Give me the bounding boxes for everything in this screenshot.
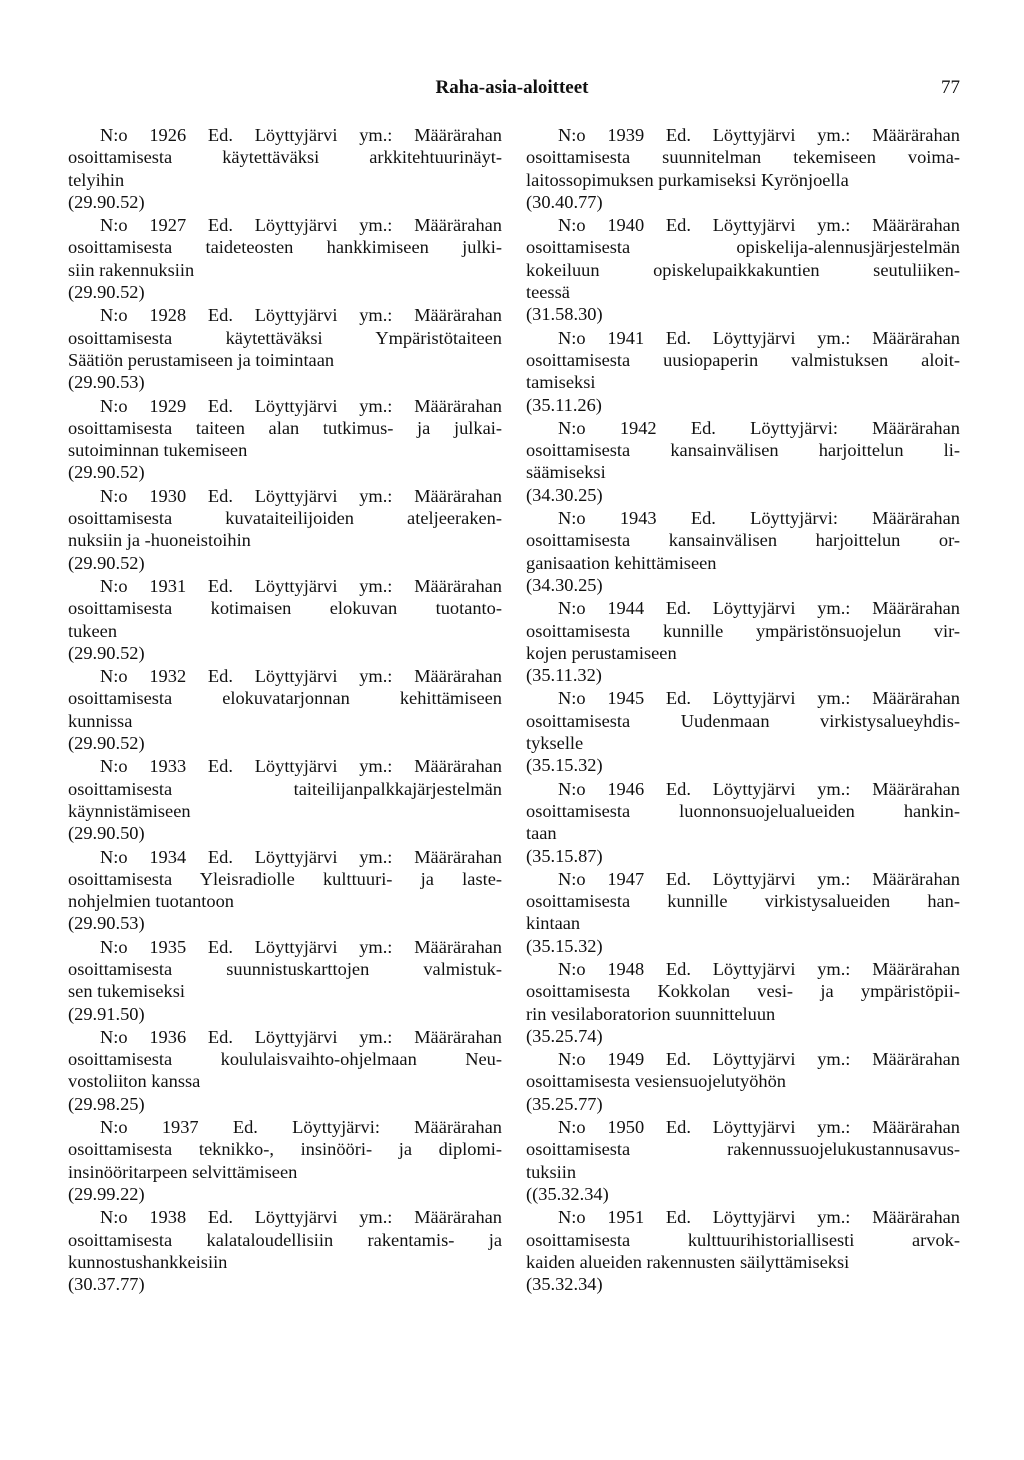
entry-line: N:o 1941 Ed. Löyttyjärvi ym.: Määrärahan — [558, 327, 960, 348]
entry-reference: (35.25.77) — [526, 1093, 603, 1114]
entry-line: osoittamisesta suunnistuskarttojen valmistuk- — [68, 958, 502, 979]
entry-reference: (30.40.77) — [526, 191, 603, 212]
entry-reference: (29.90.52) — [68, 462, 145, 483]
entry-reference: ((35.32.34) — [526, 1183, 609, 1204]
entry-line: osoittamisesta kansainvälisen harjoittelun li- — [526, 440, 960, 461]
entry-line: N:o 1939 Ed. Löyttyjärvi ym.: Määrärahan — [558, 125, 960, 145]
entry-reference: (29.90.52) — [68, 552, 145, 573]
entry-line: tykselle — [526, 733, 584, 754]
entry-line: nuksiin ja -huoneistoihin — [68, 530, 251, 551]
entry-line: N:o 1937 Ed. Löyttyjärvi: Määrärahan — [100, 1117, 502, 1138]
entry-line: osoittamisesta suunnitelman tekemiseen voima- — [526, 147, 960, 168]
motion-entry — [526, 1048, 960, 1115]
motion-entry — [526, 687, 960, 776]
entry-reference: (35.25.74) — [526, 1025, 603, 1046]
entry-reference: (29.90.52) — [68, 282, 145, 303]
entry-line: N:o 1931 Ed. Löyttyjärvi ym.: Määrärahan — [100, 575, 502, 596]
motion-entry — [526, 507, 960, 596]
entry-line: sen tukemiseksi — [68, 981, 185, 1002]
entry-line: teessä — [526, 282, 570, 303]
entry-line: N:o 1947 Ed. Löyttyjärvi ym.: Määrärahan — [558, 868, 960, 889]
entry-reference: (29.98.25) — [68, 1093, 145, 1114]
entry-line: kokeiluun opiskelupaikkakuntien seutuliiken- — [526, 259, 960, 280]
motion-entry — [526, 1206, 960, 1295]
page-number: 77 — [941, 77, 960, 98]
page-header — [0, 74, 1024, 102]
entry-line: osoittamisesta taideteosten hankkimiseen julki- — [68, 237, 502, 258]
entry-line: osoittamisesta Yleisradiolle kulttuuri- ja laste- — [68, 868, 502, 889]
entry-line: N:o 1935 Ed. Löyttyjärvi ym.: Määrärahan — [100, 936, 502, 957]
entry-line: osoittamisesta kunnille virkistysalueiden han- — [526, 891, 960, 912]
entry-line: osoittamisesta kuvataiteilijoiden ateljeeraken- — [68, 508, 502, 529]
motion-entry — [526, 214, 960, 325]
entry-line: kojen perustamiseen — [526, 642, 677, 663]
entry-line: kaiden alueiden rakennusten säilyttämiseksi — [526, 1251, 850, 1272]
motion-entry — [68, 846, 502, 935]
entry-line: käynnistämiseen — [68, 800, 191, 821]
entry-line: osoittamisesta luonnonsuojelualueiden hankin- — [526, 800, 960, 821]
entry-reference: (34.30.25) — [526, 574, 603, 595]
motion-entry — [68, 485, 502, 574]
entry-reference: (29.99.22) — [68, 1183, 145, 1204]
entry-line: N:o 1945 Ed. Löyttyjärvi ym.: Määrärahan — [558, 688, 960, 709]
motion-entry — [526, 597, 960, 686]
entry-reference: (35.15.87) — [526, 845, 603, 866]
motion-entry — [68, 936, 502, 1025]
running-title: Raha-asia-aloitteet — [435, 77, 589, 98]
entry-line: tamiseksi — [526, 372, 596, 393]
entry-line: N:o 1932 Ed. Löyttyjärvi ym.: Määrärahan — [100, 666, 502, 687]
motion-entry — [526, 958, 960, 1047]
entry-line: osoittamisesta kotimaisen elokuvan tuotanto- — [68, 598, 502, 619]
entry-reference: (34.30.25) — [526, 484, 603, 505]
entry-line: N:o 1943 Ed. Löyttyjärvi: Määrärahan — [558, 508, 960, 529]
entry-line: tukeen — [68, 620, 118, 641]
motion-entry — [68, 665, 502, 754]
motion-entry — [68, 395, 502, 484]
entry-line: N:o 1933 Ed. Löyttyjärvi ym.: Määrärahan — [100, 756, 502, 777]
entry-line: osoittamisesta käytettäväksi arkkitehtuurinäyt- — [68, 147, 502, 168]
motion-entry — [526, 868, 960, 957]
entry-reference: (29.90.52) — [68, 191, 145, 212]
entry-line: vostoliiton kanssa — [68, 1071, 201, 1092]
entry-line: N:o 1929 Ed. Löyttyjärvi ym.: Määrärahan — [100, 395, 502, 416]
entry-line: N:o 1948 Ed. Löyttyjärvi ym.: Määrärahan — [558, 958, 960, 979]
entry-line: osoittamisesta opiskelija-alennusjärjestelmän — [526, 237, 960, 258]
motion-entry — [68, 304, 502, 393]
entry-line: nohjelmien tuotantoon — [68, 891, 235, 912]
motion-entry — [526, 124, 960, 213]
entry-reference: (29.91.50) — [68, 1003, 145, 1024]
entry-reference: (35.11.32) — [526, 665, 602, 686]
entry-line: tuksiin — [526, 1161, 577, 1182]
entry-line: säämiseksi — [526, 462, 606, 483]
right-column — [526, 124, 960, 1296]
motion-entry — [526, 327, 960, 416]
entry-line: N:o 1942 Ed. Löyttyjärvi: Määrärahan — [558, 417, 960, 438]
motion-entry — [68, 755, 502, 844]
entry-reference: (29.90.52) — [68, 733, 145, 754]
entry-reference: (29.90.53) — [68, 372, 145, 393]
entry-reference: (35.15.32) — [526, 755, 603, 776]
motion-entry — [526, 417, 960, 506]
motion-entry — [68, 214, 502, 303]
motion-entry — [526, 1116, 960, 1205]
entry-reference: (30.37.77) — [68, 1274, 145, 1295]
entry-line: osoittamisesta rakennussuojelukustannusavus- — [526, 1139, 960, 1160]
entry-line: osoittamisesta vesiensuojelutyöhön — [526, 1071, 786, 1092]
entry-line: ganisaation kehittämiseen — [526, 552, 717, 573]
entry-line: N:o 1934 Ed. Löyttyjärvi ym.: Määrärahan — [100, 846, 502, 867]
entry-line: osoittamisesta kalataloudellisiin rakentamis- ja — [68, 1229, 502, 1250]
motion-entry — [68, 575, 502, 664]
entry-line: kunnissa — [68, 710, 133, 731]
entry-line: siin rakennuksiin — [68, 259, 195, 280]
motion-entry — [68, 1026, 502, 1115]
entry-line: osoittamisesta elokuvatarjonnan kehittämiseen — [68, 688, 502, 709]
entry-line: osoittamisesta taiteen alan tutkimus- ja julkai- — [68, 417, 502, 438]
motion-entry — [526, 778, 960, 867]
entry-line: kunnostushankkeisiin — [68, 1251, 228, 1272]
entry-line: Säätiön perustamiseen ja toimintaan — [68, 349, 335, 370]
entry-line: N:o 1944 Ed. Löyttyjärvi ym.: Määrärahan — [558, 598, 960, 619]
entry-line: N:o 1926 Ed. Löyttyjärvi ym.: Määrärahan — [100, 125, 502, 145]
left-column — [68, 124, 502, 1296]
entry-reference: (29.90.50) — [68, 823, 145, 844]
entry-line: osoittamisesta kulttuurihistoriallisesti arvok- — [526, 1229, 960, 1250]
entry-line: N:o 1936 Ed. Löyttyjärvi ym.: Määrärahan — [100, 1026, 502, 1047]
entry-line: osoittamisesta käytettäväksi Ympäristötaiteen — [68, 327, 502, 348]
entry-line: osoittamisesta Kokkolan vesi- ja ympäristöpii- — [526, 981, 960, 1002]
entry-line: osoittamisesta koululaisvaihto-ohjelmaan Neu- — [68, 1049, 502, 1070]
entry-line: osoittamisesta Uudenmaan virkistysalueyhdis- — [526, 710, 960, 731]
entry-reference: (35.32.34) — [526, 1274, 603, 1295]
entry-line: N:o 1927 Ed. Löyttyjärvi ym.: Määrärahan — [100, 215, 502, 236]
motion-entry — [68, 124, 502, 213]
entry-line: N:o 1949 Ed. Löyttyjärvi ym.: Määrärahan — [558, 1049, 960, 1070]
entry-reference: (29.90.52) — [68, 642, 145, 663]
entry-line: N:o 1940 Ed. Löyttyjärvi ym.: Määrärahan — [558, 215, 960, 236]
entry-line: insinööritarpeen selvittämiseen — [68, 1161, 298, 1182]
entry-line: kintaan — [526, 913, 581, 934]
motion-entry — [68, 1206, 502, 1295]
entry-line: N:o 1928 Ed. Löyttyjärvi ym.: Määrärahan — [100, 305, 502, 326]
entry-line: N:o 1946 Ed. Löyttyjärvi ym.: Määrärahan — [558, 778, 960, 799]
entry-line: osoittamisesta taiteilijanpalkkajärjestelmän — [68, 778, 502, 799]
entry-reference: (29.90.53) — [68, 913, 145, 934]
entry-line: N:o 1930 Ed. Löyttyjärvi ym.: Määrärahan — [100, 485, 502, 506]
entry-reference: (35.11.26) — [526, 394, 602, 415]
entry-line: sutoiminnan tukemiseen — [68, 440, 248, 461]
entry-reference: (35.15.32) — [526, 935, 603, 956]
entry-line: N:o 1938 Ed. Löyttyjärvi ym.: Määrärahan — [100, 1207, 502, 1228]
entry-line: telyihin — [68, 169, 125, 190]
entry-line: N:o 1951 Ed. Löyttyjärvi ym.: Määrärahan — [558, 1207, 960, 1228]
entry-line: rin vesilaboratorion suunnitteluun — [526, 1003, 776, 1024]
entry-line: osoittamisesta teknikko-, insinööri- ja diplomi- — [68, 1139, 502, 1160]
entry-line: laitossopimuksen purkamiseksi Kyrönjoella — [526, 169, 849, 190]
entry-line: osoittamisesta kunnille ympäristönsuojelun vir- — [526, 620, 960, 641]
motion-entry — [68, 1116, 502, 1205]
entry-line: osoittamisesta uusiopaperin valmistuksen aloit- — [526, 349, 960, 370]
entry-line: taan — [526, 823, 557, 844]
entry-line: osoittamisesta kansainvälisen harjoittelun or- — [526, 530, 960, 551]
entry-reference: (31.58.30) — [526, 304, 603, 325]
entry-line: N:o 1950 Ed. Löyttyjärvi ym.: Määrärahan — [558, 1117, 960, 1138]
